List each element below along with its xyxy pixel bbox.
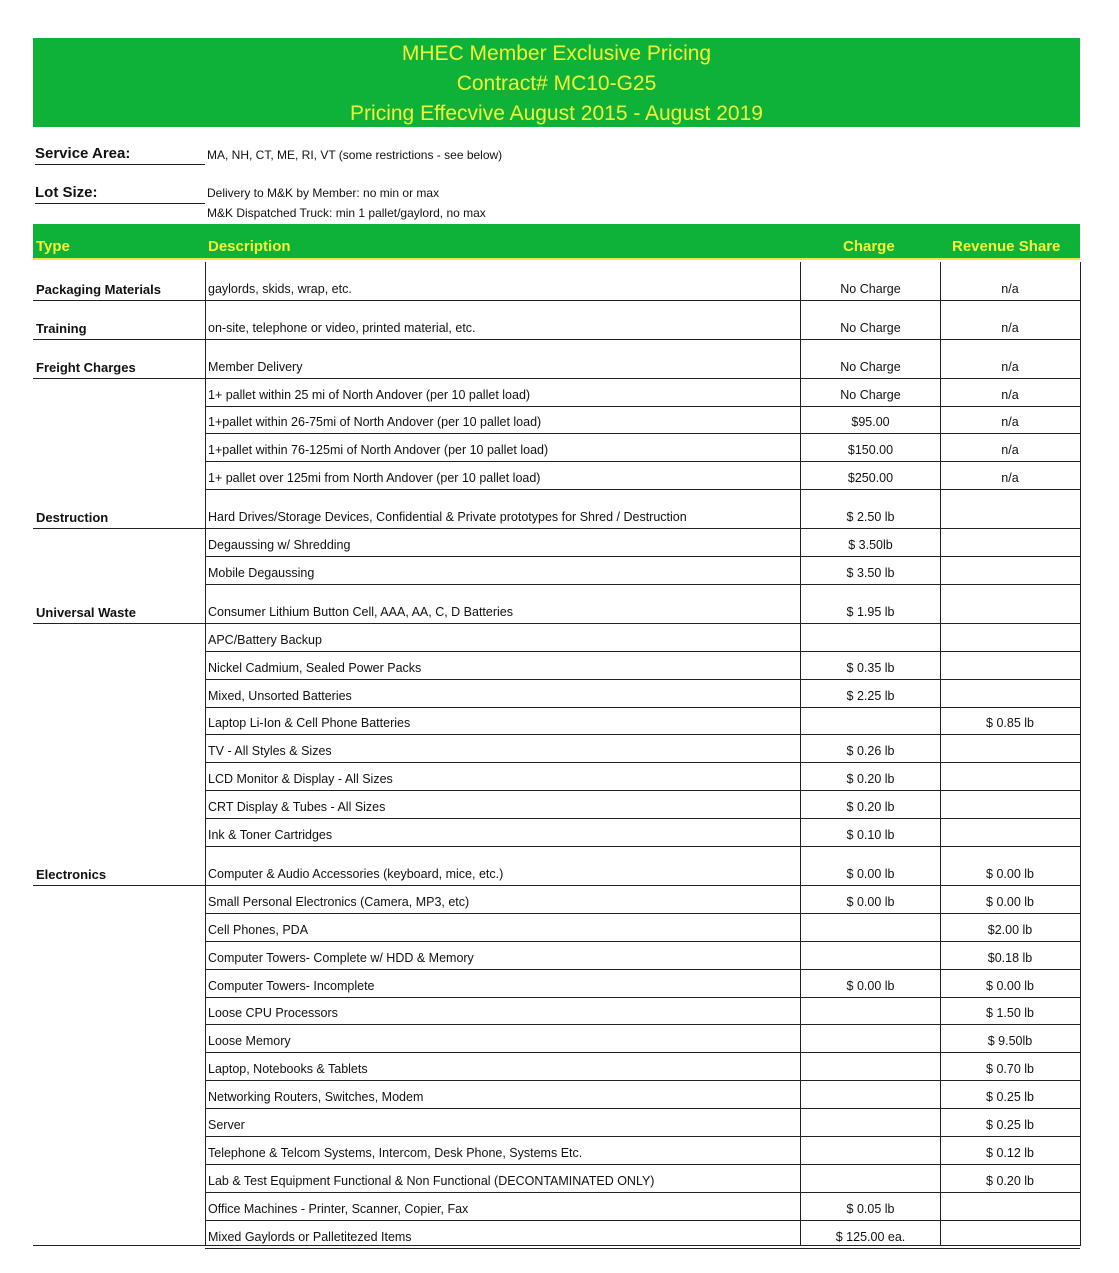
table-row (33, 490, 1080, 529)
row-description: 1+pallet within 76-125mi of North Andover (per 10 pallet load) (208, 443, 549, 458)
row-charge-cell (801, 653, 940, 680)
row-description-cell (205, 1026, 801, 1053)
row-description-cell (205, 502, 801, 529)
row-charge-cell (801, 313, 940, 340)
row-description-cell (205, 998, 801, 1025)
row-charge-cell (801, 435, 940, 462)
row-revenue-share-cell (940, 530, 1080, 557)
row-description: Degaussing w/ Shredding (208, 538, 351, 553)
row-description-cell (205, 530, 801, 557)
row-description: Computer & Audio Accessories (keyboard, mice, etc.) (208, 866, 504, 881)
row-revenue-share-cell (940, 998, 1080, 1025)
row-charge-cell (801, 1054, 940, 1081)
row-charge-cell (801, 736, 940, 763)
service-area-value: MA, NH, CT, ME, RI, VT (some restrictions - see below) (207, 148, 503, 162)
row-description: Laptop, Notebooks & Tablets (208, 1062, 368, 1077)
row-description-cell (205, 708, 801, 735)
table-row (33, 585, 1080, 624)
row-description: Consumer Lithium Button Cell, AAA, AA, C, D Batteries (208, 604, 513, 619)
row-type-label: Freight Charges (36, 359, 136, 375)
row-charge-cell (801, 1110, 940, 1137)
row-description: Mixed Gaylords or Palletitezed Items (208, 1229, 412, 1244)
row-description-cell (205, 463, 801, 490)
row-revenue-share-cell (940, 736, 1080, 763)
row-description: Member Delivery (208, 359, 303, 374)
row-charge-cell (801, 971, 940, 998)
row-charge: $ 0.10 lb (846, 828, 895, 843)
table-row (33, 1137, 1080, 1165)
table-row (33, 407, 1080, 435)
row-revenue-share: $ 0.85 lb (986, 716, 1034, 731)
table-row (33, 708, 1080, 736)
row-description: Networking Routers, Switches, Modem (208, 1090, 424, 1105)
row-description-cell (205, 435, 801, 462)
column-header-description: Description (208, 238, 291, 255)
row-revenue-share: n/a (1001, 443, 1019, 458)
row-description-cell (205, 1194, 801, 1221)
row-description-cell (205, 820, 801, 847)
row-charge-cell (801, 943, 940, 970)
row-charge: $250.00 (847, 471, 894, 486)
row-revenue-share: $ 0.20 lb (986, 1173, 1034, 1188)
column-header-charge: Charge (843, 238, 895, 255)
table-row (33, 652, 1080, 680)
row-description: Ink & Toner Cartridges (208, 828, 333, 843)
table-row (33, 462, 1080, 490)
row-charge: $ 1.95 lb (846, 604, 895, 619)
table-row (33, 1193, 1080, 1221)
row-description: gaylords, skids, wrap, etc. (208, 281, 352, 296)
row-type-label: Training (36, 320, 87, 336)
row-charge: No Charge (840, 281, 901, 296)
row-revenue-share-cell (940, 1166, 1080, 1193)
row-charge: $ 0.26 lb (846, 744, 895, 759)
row-revenue-share-cell (940, 1194, 1080, 1221)
table-row (33, 340, 1080, 379)
table-row (33, 886, 1080, 914)
row-description: Loose Memory (208, 1034, 291, 1049)
row-description: Server (208, 1118, 245, 1133)
row-description-cell (205, 943, 801, 970)
row-charge-cell (801, 407, 940, 434)
table-row (33, 379, 1080, 407)
row-description-cell (205, 681, 801, 708)
row-description: Computer Towers- Complete w/ HDD & Memory (208, 950, 474, 965)
row-description: APC/Battery Backup (208, 632, 322, 647)
row-description-cell (205, 407, 801, 434)
row-revenue-share-cell (940, 764, 1080, 791)
row-revenue-share-cell (940, 558, 1080, 585)
row-revenue-share-cell (940, 597, 1080, 624)
table-row (33, 1053, 1080, 1081)
row-charge: $ 0.00 lb (846, 866, 895, 881)
row-revenue-share: $ 0.70 lb (986, 1062, 1034, 1077)
row-revenue-share-cell (940, 313, 1080, 340)
row-charge-cell (801, 352, 940, 379)
row-revenue-share-cell (940, 380, 1080, 407)
row-charge: $ 0.05 lb (846, 1201, 895, 1216)
row-revenue-share-cell (940, 1054, 1080, 1081)
row-charge-cell (801, 1194, 940, 1221)
row-type-label: Packaging Materials (36, 281, 161, 297)
row-charge: $ 0.20 lb (846, 772, 895, 787)
row-description: 1+pallet within 26-75mi of North Andover (per 10 pallet load) (208, 415, 542, 430)
table-row (33, 624, 1080, 652)
row-description-cell (205, 558, 801, 585)
row-revenue-share-cell (940, 625, 1080, 652)
banner-contract: Contract# MC10-G25 (456, 72, 657, 95)
row-description: LCD Monitor & Display - All Sizes (208, 772, 393, 787)
row-revenue-share-cell (940, 971, 1080, 998)
column-header-type: Type (36, 238, 70, 255)
column-header-revenue-share: Revenue Share (952, 238, 1061, 255)
row-revenue-share: $ 0.25 lb (986, 1090, 1034, 1105)
column-divider (205, 262, 206, 1246)
row-description: Mobile Degaussing (208, 565, 315, 580)
row-revenue-share: $ 0.00 lb (986, 978, 1034, 993)
row-description-cell (205, 792, 801, 819)
row-description: TV - All Styles & Sizes (208, 744, 332, 759)
row-revenue-share-cell (940, 274, 1080, 301)
row-description-cell (205, 764, 801, 791)
row-description-cell (205, 1138, 801, 1165)
row-revenue-share-cell (940, 943, 1080, 970)
row-description-cell (205, 625, 801, 652)
row-revenue-share-cell (940, 708, 1080, 735)
row-charge-cell (801, 792, 940, 819)
row-charge-cell (801, 274, 940, 301)
row-charge-cell (801, 1138, 940, 1165)
row-description-cell (205, 1110, 801, 1137)
row-description-cell (205, 380, 801, 407)
table-row (33, 736, 1080, 764)
row-charge-cell (801, 764, 940, 791)
row-revenue-share: n/a (1001, 320, 1019, 335)
row-revenue-share-cell (940, 681, 1080, 708)
row-charge: No Charge (840, 359, 901, 374)
row-description: 1+ pallet within 25 mi of North Andover (per 10 pallet load) (208, 387, 531, 402)
row-revenue-share: $ 1.50 lb (986, 1006, 1034, 1021)
row-revenue-share-cell (940, 1026, 1080, 1053)
row-charge: No Charge (840, 387, 901, 402)
table-row (33, 763, 1080, 791)
row-revenue-share: n/a (1001, 415, 1019, 430)
row-charge: $150.00 (847, 443, 894, 458)
row-revenue-share: $ 0.25 lb (986, 1118, 1034, 1133)
row-revenue-share-cell (940, 653, 1080, 680)
table-row (33, 435, 1080, 463)
row-description: Telephone & Telcom Systems, Intercom, Desk Phone, Systems Etc. (208, 1145, 583, 1160)
row-revenue-share-cell (940, 820, 1080, 847)
service-area-label: Service Area: (35, 145, 205, 165)
row-revenue-share-cell (940, 1138, 1080, 1165)
row-description: Loose CPU Processors (208, 1006, 338, 1021)
table-header (33, 224, 1080, 260)
row-description-cell (205, 971, 801, 998)
row-type-label: Universal Waste (36, 604, 136, 620)
row-charge-cell (801, 998, 940, 1025)
row-description: Computer Towers- Incomplete (208, 978, 375, 993)
row-revenue-share: n/a (1001, 281, 1019, 296)
table-bottom-rule (33, 1245, 1080, 1246)
row-description: Cell Phones, PDA (208, 922, 309, 937)
row-charge: $ 3.50 lb (846, 565, 895, 580)
row-description: Lab & Test Equipment Functional & Non Functional (DECONTAMINATED ONLY) (208, 1173, 655, 1188)
row-charge: $ 0.00 lb (846, 978, 895, 993)
row-description: on-site, telephone or video, printed material, etc. (208, 320, 476, 335)
row-charge: $ 2.50 lb (846, 510, 895, 525)
row-charge-cell (801, 681, 940, 708)
column-divider (800, 262, 801, 1246)
row-revenue-share-cell (940, 407, 1080, 434)
table-row (33, 680, 1080, 708)
row-revenue-share-cell (940, 859, 1080, 886)
table-row (33, 791, 1080, 819)
row-charge-cell (801, 463, 940, 490)
row-charge: $ 0.00 lb (846, 894, 895, 909)
table-row (33, 914, 1080, 942)
row-revenue-share-cell (940, 502, 1080, 529)
row-charge-cell (801, 859, 940, 886)
row-description: Small Personal Electronics (Camera, MP3, etc) (208, 894, 470, 909)
banner-effective-dates: Pricing Effecvive August 2015 - August 2019 (350, 102, 763, 125)
row-charge-cell (801, 1082, 940, 1109)
table-row (33, 1026, 1080, 1054)
row-charge: $ 0.20 lb (846, 800, 895, 815)
row-charge-cell (801, 558, 940, 585)
row-revenue-share: $ 9.50lb (987, 1034, 1033, 1049)
row-type-label: Electronics (36, 866, 107, 882)
row-charge-cell (801, 1166, 940, 1193)
row-description: Mixed, Unsorted Batteries (208, 688, 352, 703)
row-revenue-share: n/a (1001, 471, 1019, 486)
row-description-cell (205, 653, 801, 680)
row-charge: No Charge (840, 320, 901, 335)
row-revenue-share-cell (940, 915, 1080, 942)
table-row (33, 529, 1080, 557)
row-description: Nickel Cadmium, Sealed Power Packs (208, 660, 422, 675)
row-description-cell (205, 915, 801, 942)
row-revenue-share-cell (940, 435, 1080, 462)
row-revenue-share-cell (940, 1082, 1080, 1109)
row-charge-cell (801, 625, 940, 652)
table-row (33, 1109, 1080, 1137)
row-charge-cell (801, 708, 940, 735)
row-description-cell (205, 313, 801, 340)
row-revenue-share: n/a (1001, 387, 1019, 402)
table-row (33, 301, 1080, 340)
column-divider (1080, 262, 1081, 1246)
row-revenue-share: $ 0.00 lb (986, 894, 1034, 909)
table-row (33, 1165, 1080, 1193)
row-description-cell (205, 597, 801, 624)
row-charge-cell (801, 887, 940, 914)
table-row (33, 970, 1080, 998)
lot-size-line-2: M&K Dispatched Truck: min 1 pallet/gaylord, no max (207, 206, 486, 220)
lot-size-label: Lot Size: (35, 184, 205, 204)
row-description-cell (205, 736, 801, 763)
table-row (33, 557, 1080, 585)
row-charge-cell (801, 1026, 940, 1053)
row-charge-cell (801, 820, 940, 847)
row-description-cell (205, 1082, 801, 1109)
row-description: Hard Drives/Storage Devices, Confidential & Private prototypes for Shred / Destruction (208, 510, 687, 525)
lot-size-line-1: Delivery to M&K by Member: no min or max (207, 186, 440, 200)
row-charge-cell (801, 530, 940, 557)
row-revenue-share-cell (940, 792, 1080, 819)
row-revenue-share-cell (940, 1110, 1080, 1137)
row-description: 1+ pallet over 125mi from North Andover (per 10 pallet load) (208, 471, 541, 486)
row-description: Laptop Li-Ion & Cell Phone Batteries (208, 716, 411, 731)
row-revenue-share: $0.18 lb (987, 950, 1033, 965)
row-description-cell (205, 274, 801, 301)
table-row (33, 998, 1080, 1026)
row-revenue-share: $ 0.12 lb (986, 1145, 1034, 1160)
row-description-cell (205, 887, 801, 914)
row-charge: $ 3.50lb (848, 538, 893, 553)
row-description: CRT Display & Tubes - All Sizes (208, 800, 386, 815)
row-revenue-share: $ 0.00 lb (986, 866, 1034, 881)
row-description-cell (205, 1054, 801, 1081)
row-charge: $ 0.35 lb (846, 660, 895, 675)
row-charge: $ 2.25 lb (846, 688, 895, 703)
row-revenue-share-cell (940, 463, 1080, 490)
row-type-label: Destruction (36, 510, 109, 526)
row-description: Office Machines - Printer, Scanner, Copier, Fax (208, 1201, 469, 1216)
row-description-cell (205, 352, 801, 379)
row-description-cell (205, 859, 801, 886)
row-charge-cell (801, 597, 940, 624)
table-row (33, 819, 1080, 847)
row-revenue-share-cell (940, 352, 1080, 379)
row-revenue-share: n/a (1001, 359, 1019, 374)
row-revenue-share: $2.00 lb (987, 922, 1033, 937)
banner-title: MHEC Member Exclusive Pricing (401, 42, 712, 65)
table-row (33, 847, 1080, 886)
row-revenue-share-cell (940, 887, 1080, 914)
table-row (33, 1081, 1080, 1109)
row-charge: $95.00 (851, 415, 890, 430)
row-charge-cell (801, 380, 940, 407)
row-charge-cell (801, 915, 940, 942)
table-row (33, 262, 1080, 301)
row-description-cell (205, 1166, 801, 1193)
pricing-banner (33, 38, 1080, 127)
row-charge-cell (801, 502, 940, 529)
row-charge: $ 125.00 ea. (835, 1229, 906, 1244)
column-divider (940, 262, 941, 1246)
table-row (33, 942, 1080, 970)
